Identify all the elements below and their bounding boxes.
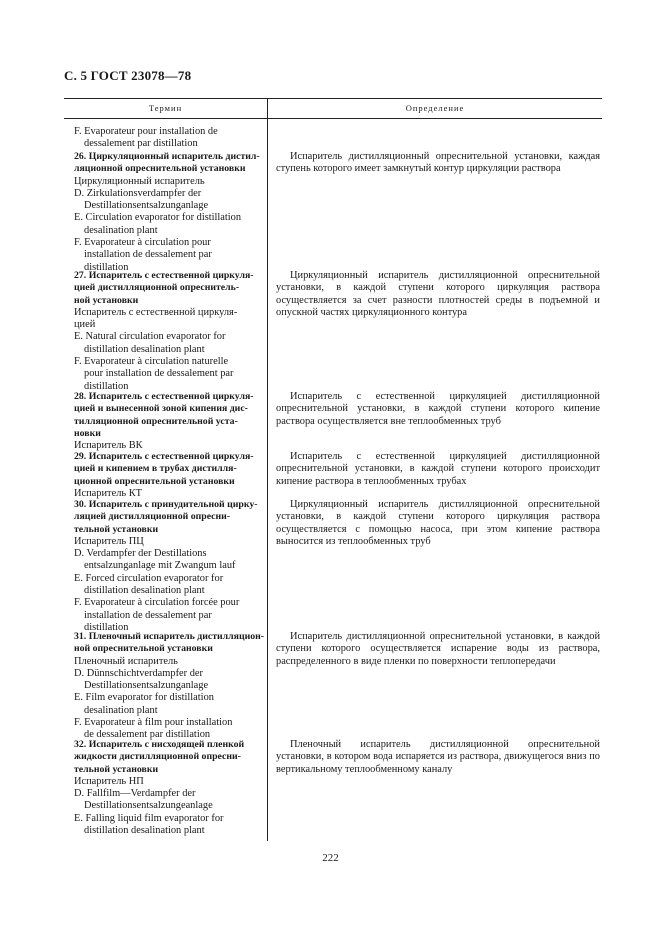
term-line: F. Evaporateur à film pour installation <box>74 717 233 729</box>
term-line: D. Dünnschichtverdampfer der <box>74 667 203 679</box>
term-line: E. Film evaporator for distillation <box>74 692 214 704</box>
term-line: distillation <box>84 261 129 273</box>
term-line: distillation <box>84 380 129 392</box>
term-line: installation de dessalement par <box>84 609 212 621</box>
term-definition: Циркуляционный испаритель дистилляционной опреснительной установки, в каждой ступени которого циркуляция раствора осуществляется за счет разности плотностей среды в подъемной и опускной частях циркуляционного контура <box>276 270 600 318</box>
term-title-line: новки <box>74 427 101 439</box>
term-line: Destillationsentsalzunganlage <box>84 200 209 212</box>
term-definition: Испаритель с естественной циркуляцией дистилляционной опреснительной установки, в каждой ступени которого кипение раствора осуществляется вне теплообменных труб <box>276 391 600 427</box>
term-line: distillation desalination plant <box>84 825 205 837</box>
term-title-line: 31. Пленочный испаритель дистилляцион- <box>74 631 265 642</box>
term-line: Destillationsentsalzungeanlage <box>84 800 213 812</box>
term-title-line: цией и кипением в трубах дистилля- <box>74 463 237 475</box>
term-title-line: 28. Испаритель с естественной циркуля- <box>74 391 254 402</box>
term-title-line: ной опреснительной установки <box>74 643 213 655</box>
term-title-line: ционной опреснительной установки <box>74 475 235 487</box>
term-line: F. Evaporateur à circulation forcée pour <box>74 597 240 609</box>
term-title-line: тельной установки <box>74 763 159 775</box>
term-entry <box>74 631 266 742</box>
term-line: D. Fallfilm—Verdampfer der <box>74 788 196 800</box>
term-line: pour installation de dessalement par <box>84 368 234 380</box>
term-title-line: ляцией дистилляционной опресни- <box>74 511 231 523</box>
term-title-line: 30. Испаритель с принудительной цирку- <box>74 499 258 510</box>
term-definition: Пленочный испаритель дистилляционной опреснительной установки, в котором вода испаряется из раствора, движущегося вниз по вертикальному теплообменному каналу <box>276 739 600 775</box>
term-line: E. Natural circulation evaporator for <box>74 331 226 343</box>
page-number: 222 <box>322 852 339 864</box>
term-line: entsalzunganlage mit Zwangum lauf <box>84 560 236 572</box>
term-definition: Испаритель дистилляционный опреснительной установки, каждая ступень которого имеет замкнутый контур циркуляции раствора <box>276 151 600 175</box>
term-line: Циркуляционный испаритель <box>74 175 205 187</box>
term-title-line: цией и вынесенной зоной кипения дис- <box>74 403 248 415</box>
term-line: desalination plant <box>84 704 158 716</box>
term-line: цией <box>74 319 96 331</box>
term-line: distillation desalination plant <box>84 343 205 355</box>
term-title-line: жидкости дистилляционной опресни- <box>74 751 241 763</box>
term-line: installation de dessalement par <box>84 249 212 261</box>
term-definition: Циркуляционный испаритель дистилляционной опреснительной установки, в каждой ступени которого циркуляция раствора осуществляется с помощью насоса, при этом кипение раствора выносится из теплообменных труб <box>276 499 600 547</box>
term-line: E. Forced circulation evaporator for <box>74 572 224 584</box>
term-title-line: тилляционной опреснительной уста- <box>74 415 238 427</box>
term-title-line: 26. Циркуляционный испаритель дистил- <box>74 151 260 162</box>
term-title-line: цией дистилляционной опреснитель- <box>74 282 240 294</box>
term-entry <box>74 126 266 151</box>
column-header-definition: Определение <box>405 103 465 113</box>
term-line: Пленочный испаритель <box>74 655 178 667</box>
term-line: distillation desalination plant <box>84 585 205 597</box>
term-entry <box>74 739 266 837</box>
header-bottom-rule <box>64 118 602 119</box>
term-definition: Испаритель с естественной циркуляцией дистилляционной опреснительной установки, в каждой ступени которого происходит кипение раствора в теплообменных трубах <box>276 451 600 487</box>
column-header-term: Термин <box>148 103 183 113</box>
term-title-line: ляционной опреснительной установки <box>74 163 246 175</box>
term-line: de dessalement par distillation <box>84 729 211 741</box>
term-title-line: 29. Испаритель с естественной циркуля- <box>74 451 254 462</box>
term-line: E. Circulation evaporator for distillation <box>74 212 242 224</box>
term-definition: Испаритель дистилляционной опреснительной установки, в каждой ступени которого осуществляется испарение воды из раствора, распределенного в виде пленки по поверхности теплопередачи <box>276 631 600 667</box>
term-line: desalination plant <box>84 224 158 236</box>
term-line: Испаритель ПЦ <box>74 535 144 547</box>
term-line: distillation <box>84 621 129 633</box>
term-line: Испаритель с естественной циркуля- <box>74 306 238 318</box>
term-entry <box>74 151 266 274</box>
term-line: Destillationsentsalzunganlage <box>84 680 209 692</box>
term-title-line: ной установки <box>74 294 139 306</box>
term-entry <box>74 391 266 452</box>
term-title-line: 27. Испаритель с естественной циркуля- <box>74 270 254 281</box>
term-line: Испаритель КТ <box>74 487 142 499</box>
term-line: F. Evaporateur à circulation pour <box>74 237 211 249</box>
term-title-line: 32. Испаритель с нисходящей пленкой <box>74 739 245 750</box>
page-header: С. 5 ГОСТ 23078—78 <box>64 68 192 83</box>
term-line: dessalement par distillation <box>84 138 198 150</box>
term-entry <box>74 451 266 500</box>
term-line: Испаритель ВК <box>74 440 143 452</box>
term-entry <box>74 270 266 393</box>
term-line: F. Evaporateur à circulation naturelle <box>74 356 229 368</box>
term-entry <box>74 499 266 634</box>
term-title-line: тельной установки <box>74 523 159 535</box>
column-divider <box>267 99 268 841</box>
term-line: E. Falling liquid film evaporator for <box>74 812 224 824</box>
term-line: D. Verdampfer der Destillations <box>74 548 207 560</box>
term-line: F. Evaporateur pour installation de <box>74 126 218 137</box>
term-line: D. Zirkulationsverdampfer der <box>74 187 202 199</box>
term-line: Испаритель НП <box>74 775 144 787</box>
